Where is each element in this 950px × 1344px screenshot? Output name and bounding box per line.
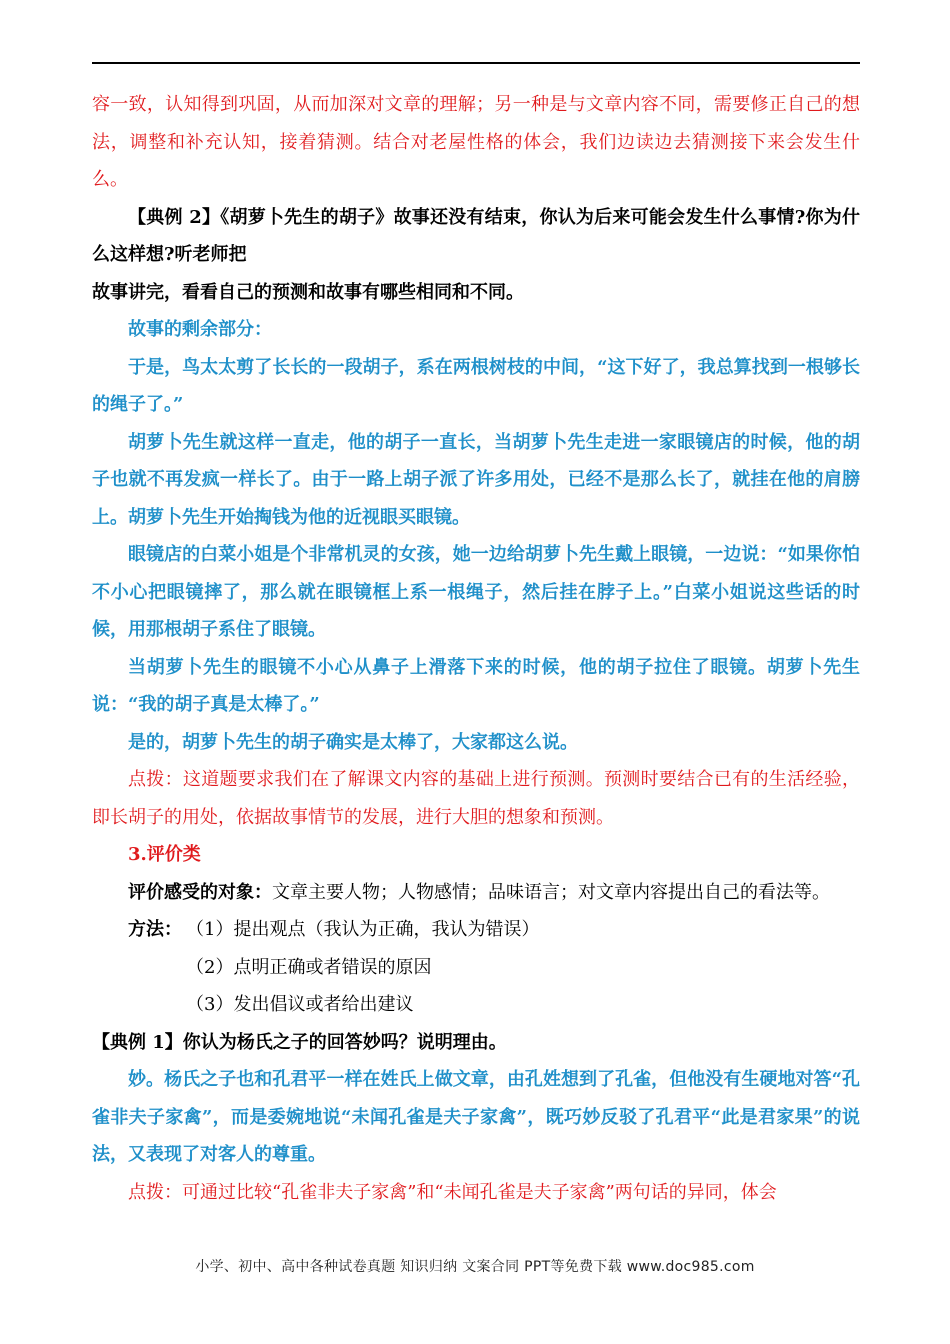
document-body: [92, 86, 860, 1211]
story-paragraph: 胡萝卜先生就这样一直走，他的胡子一直长，当胡萝卜先生走进一家眼镜店的时候，他的胡子也就不再发疯一样长了。由于一路上胡子派了许多用处，已经不是那么长了，就挂在他的肩膀上。胡萝卜先生开始掏钱为他的近视眼买眼镜。: [92, 431, 860, 528]
section3-title: 3.评价类: [128, 844, 201, 865]
example1-answer: 妙。杨氏之子也和孔君平一样在姓氏上做文章，由孔姓想到了孔雀，但他没有生硬地对答“孔雀非夫子家禽”，而是委婉地说“未闻孔雀是夫子家禽”，既巧妙反驳了孔君平“此是君家果”的说法，又表现了对客人的尊重。: [92, 1069, 860, 1165]
evaluation-objects: [92, 874, 860, 912]
method-label: 方法：: [128, 919, 182, 940]
objects-label: 评价感受的对象：: [128, 881, 272, 903]
story-paragraph: 是的，胡萝卜先生的胡子确实是太棒了，大家都这么说。: [128, 731, 578, 753]
method-item: （2）点明正确或者错误的原因: [186, 956, 432, 978]
example2-question: [92, 199, 860, 274]
method-row: [92, 911, 860, 949]
example1-question: [92, 1024, 860, 1062]
remaining-title: 故事的剩余部分：: [128, 319, 272, 340]
header-rule: [92, 62, 860, 64]
intro-paragraph: 容一致，认知得到巩固，从而加深对文章的理解；另一种是与文章内容不同，需要修正自己的想法，调整和补充认知，接着猜测。结合对老屋性格的体会，我们边读边去猜测接下来会发生什么。: [92, 94, 860, 190]
example1-tip: 点拨：可通过比较“孔雀非夫子家禽”和“未闻孔雀是夫子家禽”两句话的异同，体会: [128, 1181, 777, 1203]
story-paragraph: 当胡萝卜先生的眼镜不小心从鼻子上滑落下来的时候，他的胡子拉住了眼镜。胡萝卜先生说：“我的胡子真是太棒了。”: [92, 656, 860, 715]
example2-question-text: 《胡萝卜先生的胡子》故事还没有结束，你认为后来可能会发生什么事情?你为什么这样想?听老师把: [92, 206, 861, 265]
example1-label: 【典例 1】: [92, 1031, 183, 1053]
example1-question-text: 你认为杨氏之子的回答妙吗？说明理由。: [182, 1031, 507, 1053]
story-paragraph: 眼镜店的白菜小姐是个非常机灵的女孩，她一边给胡萝卜先生戴上眼镜，一边说：“如果你怕不小心把眼镜摔了，那么就在眼镜框上系一根绳子，然后挂在脖子上。”白菜小姐说这些话的时候，用那根胡子系住了眼镜。: [92, 544, 860, 640]
story-paragraph: 于是，鸟太太剪了长长的一段胡子，系在两根树枝的中间，“这下好了，我总算找到一根够长的绳子了。”: [92, 356, 860, 415]
example2-label: 【典例 2】: [128, 206, 221, 228]
method-item: （3）发出倡议或者给出建议: [186, 994, 414, 1015]
method-item: （1）提出观点（我认为正确，我认为错误）: [186, 919, 540, 940]
footer-text: 小学、初中、高中各种试卷真题 知识归纳 文案合同 PPT等免费下载 www.doc985.com: [195, 1259, 755, 1275]
objects-text: 文章主要人物；人物感情；品味语言；对文章内容提出自己的看法等。: [272, 881, 830, 903]
example2-tip: 点拨：这道题要求我们在了解课文内容的基础上进行预测。预测时要结合已有的生活经验，即长胡子的用处，依据故事情节的发展，进行大胆的想象和预测。: [92, 769, 860, 828]
example2-question-cont: 故事讲完，看看自己的预测和故事有哪些相同和不同。: [92, 281, 524, 303]
